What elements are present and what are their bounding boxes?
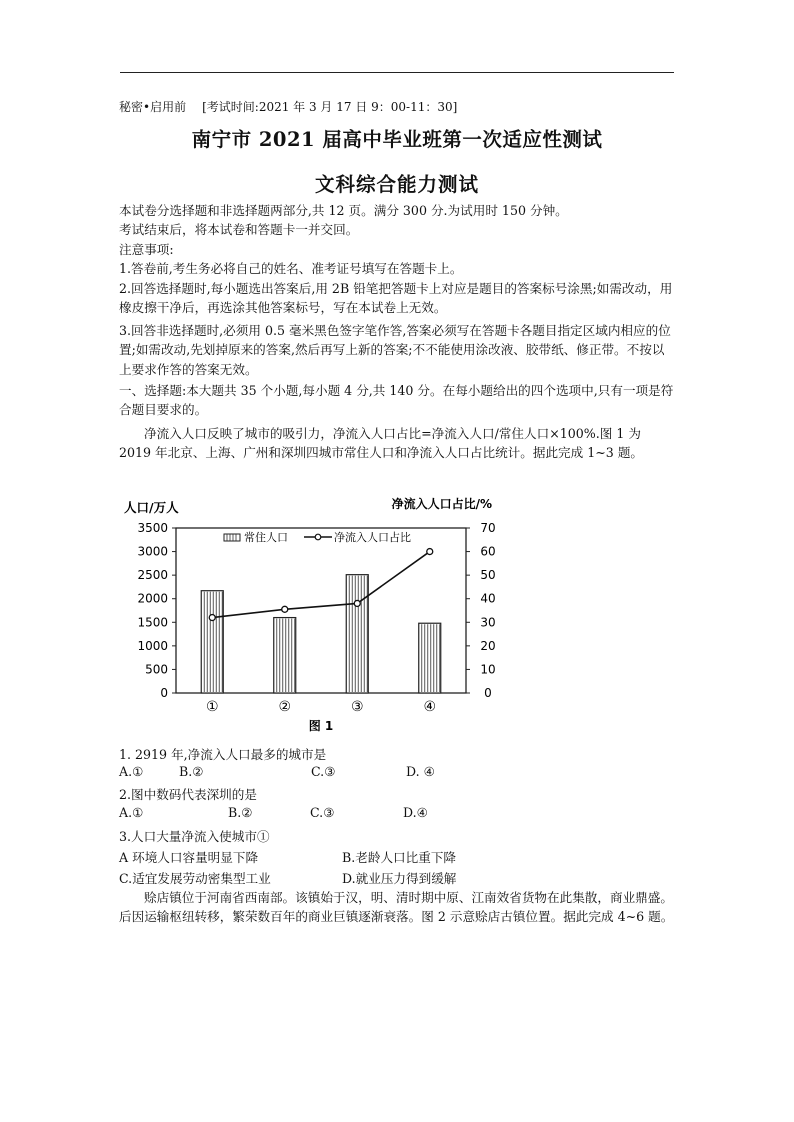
exam-time: [考试时间:2021 年 3 月 17 日 9：00-11：30] <box>202 100 458 114</box>
intro-line: 1.答卷前,考生务必将自己的姓名、准考证号填写在答题卡上。 <box>119 261 463 276</box>
y2-tick-label: 30 <box>480 615 496 630</box>
y2-tick-label: 70 <box>480 521 496 535</box>
y-tick-label: 1500 <box>137 615 168 630</box>
passage-1: 净流入人口反映了城市的吸引力，净流入人口占比=净流入人口/常住人口×100%.图 1 为 2019 年北京、上海、广州和深圳四城市常住人口和净流入人口占比统计。据此完成 1~3 题。 <box>119 426 644 461</box>
question-3-stem: 3.人口大量净流入使城市① <box>119 829 270 844</box>
passage-2: 赊店镇位于河南省西南部。该镇始于汉，明、清时期中原、江南效省货物在此集散，商业鼎盛。后因运输枢纽转移，繁荣数百年的商业巨镇逐渐衰落。图 2 示意赊店古镇位置。据此完成 4~6 题。 <box>119 890 674 925</box>
y2-tick-label: 50 <box>480 568 496 583</box>
y-tick-label: 500 <box>145 662 168 677</box>
y2-axis-label: 净流入人口占比/% <box>391 497 492 511</box>
option-c[interactable]: C.③ <box>311 764 336 779</box>
x-tick-label: ② <box>278 699 292 715</box>
ratio-point-2 <box>282 606 288 612</box>
intro-line: 考试结束后，将本试卷和答题卡一并交回。 <box>119 222 359 237</box>
option-a[interactable]: A.① <box>119 805 144 820</box>
option-a[interactable]: A 环境人口容量明显下降 <box>119 850 259 865</box>
question-1-stem: 1. 2919 年,净流入人口最多的城市是 <box>119 747 327 762</box>
question-3-options-row-1 <box>119 847 456 866</box>
x-tick-label: ③ <box>350 699 364 715</box>
ratio-point-3 <box>354 600 360 606</box>
question-3-options-row-2 <box>119 868 456 887</box>
legend <box>224 530 411 544</box>
option-c[interactable]: C.适宜发展劳动密集型工业 <box>119 871 271 886</box>
intro-line: 注意事项: <box>119 242 174 257</box>
legend-bar-swatch <box>224 534 240 541</box>
confidential-label: 秘密•启用前 <box>119 100 187 114</box>
y2-tick-label: 0 <box>484 686 492 700</box>
page-subtitle: 文科综合能力测试 <box>314 173 479 196</box>
intro-paragraph: 3.回答非选择题时,必须用 0.5 毫米黑色签字笔作答,答案必须写在答题卡各题目指定区域内相应的位置;如需改动,先划掉原来的答案,然后再写上新的答案;不不能使用涂改液、胶带纸、修正带。不按以上要求作答的答案无效。 <box>119 323 671 377</box>
intro-line: 本试卷分选择题和非选择题两部分,共 12 页。满分 300 分.为试用时 150 分钟。 <box>119 203 568 218</box>
option-d[interactable]: D.④ <box>403 805 428 820</box>
exam-header <box>119 98 457 115</box>
question-2-stem: 2.图中数码代表深圳的是 <box>119 787 257 802</box>
legend-line-label: 净流入人口占比 <box>334 531 411 544</box>
question-2-options <box>119 805 428 820</box>
y-axis-label: 人口/万人 <box>124 500 179 515</box>
legend-bar-label: 常住人口 <box>244 531 288 544</box>
y2-tick-label: 40 <box>480 591 496 606</box>
x-tick-label: ① <box>205 699 219 715</box>
population-chart <box>120 494 500 738</box>
option-b[interactable]: B.老龄人口比重下降 <box>342 850 457 865</box>
y-tick-label: 2500 <box>137 568 168 583</box>
figure-caption: 图 1 <box>308 719 334 733</box>
ratio-line <box>212 552 430 618</box>
y2-tick-label: 60 <box>480 544 496 559</box>
y2-axis-ticks <box>466 521 496 700</box>
x-tick-label: ④ <box>423 699 437 715</box>
y-tick-label: 3000 <box>137 544 168 559</box>
bar-series <box>201 575 441 693</box>
option-b[interactable]: B.② <box>179 764 204 779</box>
ratio-point-4 <box>427 549 433 555</box>
y-axis-ticks <box>137 521 176 700</box>
top-rule <box>120 72 674 73</box>
option-d[interactable]: D.就业压力得到缓解 <box>342 871 457 886</box>
option-d[interactable]: D. ④ <box>406 764 435 779</box>
page-title: 南宁市 2021 届高中毕业班第一次适应性测试 <box>191 128 603 151</box>
option-c[interactable]: C.③ <box>310 805 335 820</box>
y2-tick-label: 20 <box>480 638 496 653</box>
y-tick-label: 1000 <box>137 638 168 653</box>
y-tick-label: 2000 <box>137 591 168 606</box>
option-a[interactable]: A.① <box>119 764 144 779</box>
line-series <box>209 549 433 621</box>
question-1-options <box>119 764 435 779</box>
y-tick-label: 0 <box>160 686 168 700</box>
option-b[interactable]: B.② <box>228 805 253 820</box>
legend-line-marker <box>315 534 321 540</box>
intro-paragraph: 2.回答选择题时,每小题选出答案后,用 2B 铅笔把答题卡上对应是题目的答案标号涂黑;如需改动，用橡皮擦干净后，再选涂其他答案标号，写在本试卷上无效。 <box>119 281 673 316</box>
y-tick-label: 3500 <box>137 521 168 535</box>
ratio-point-1 <box>209 615 215 621</box>
y2-tick-label: 10 <box>480 662 496 677</box>
section-instruction: 一、选择题:本大题共 35 个小题,每小题 4 分,共 140 分。在每小题给出的四个选项中,只有一项是符合题目要求的。 <box>119 383 674 418</box>
x-axis-ticks <box>206 699 436 715</box>
